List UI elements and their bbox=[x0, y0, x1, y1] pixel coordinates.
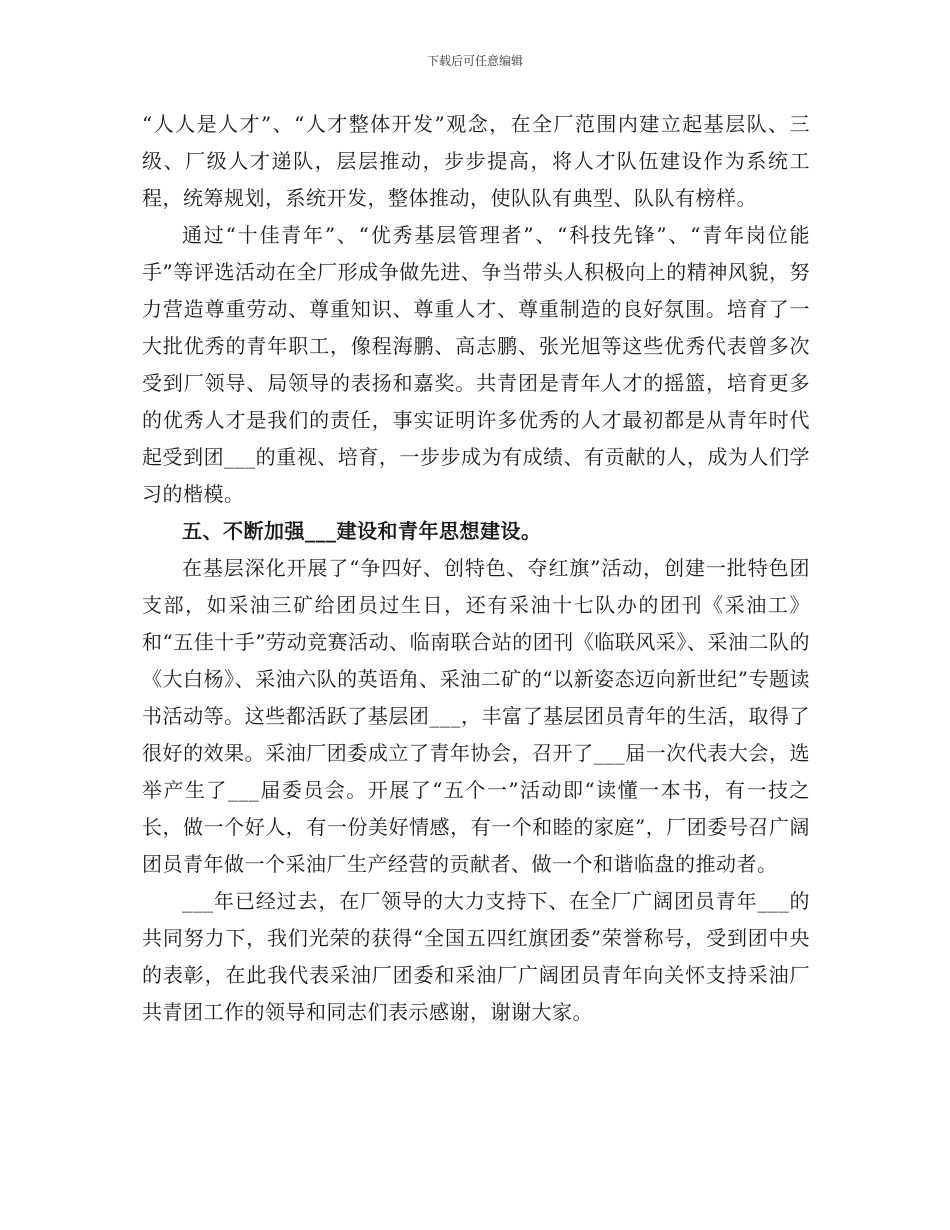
paragraph-grassroots-activities: 在基层深化开展了“争四好、创特色、夺红旗”活动，创建一批特色团支部，如采油三矿给团员过生日，还有采油十七队办的团刊《采油工》和“五佳十手”劳动竞赛活动、临南联合站的团刊《临联风采》、采油二队的《大白杨》、采油六队的英语角、采油二矿的“以新姿态迈向新世纪”专题读书活动等。这些都活跃了基层团___，丰富了基层团员青年的生活，取得了很好的效果。采油厂团委成立了青年协会，召开了___届一次代表大会，选举产生了___届委员会。开展了“五个一”活动即“读懂一本书，有一技之长，做一个好人，有一份美好情感，有一个和睦的家庭”，厂团委号召广阔团员青年做一个采油厂生产经营的贡献者、做一个和谐临盘的推动者。 bbox=[142, 556, 810, 876]
document-body bbox=[142, 106, 810, 1031]
page-header: 下载后可任意编辑 bbox=[426, 54, 523, 68]
section-heading-five: 五、不断加强___建设和青年思想建设。 bbox=[182, 519, 542, 543]
paragraph-talent-concept: “人人是人才”、“人才整体开发”观念，在全厂范围内建立起基层队、三级、厂级人才递队，层层推动，步步提高，将人才队伍建设作为系统工程，统筹规划，系统开发，整体推动，使队队有典型、队队有榜样。 bbox=[142, 112, 810, 210]
paragraph-selection-activities: 通过“十佳青年”、“优秀基层管理者”、“科技先锋”、“青年岗位能手”等评选活动在全厂形成争做先进、争当带头人积极向上的精神风貌，努力营造尊重劳动、尊重知识、尊重人才、尊重制造的良好氛围。培育了一大批优秀的青年职工，像程海鹏、高志鹏、张光旭等这些优秀代表曾多次受到厂领导、局领导的表扬和嘉奖。共青团是青年人才的摇篮，培育更多的优秀人才是我们的责任，事实证明许多优秀的人才最初都是从青年时代起受到团___的重视、培育，一步步成为有成绩、有贡献的人，成为人们学习的楷模。 bbox=[142, 223, 810, 506]
paragraph-closing-thanks: ___年已经过去，在厂领导的大力支持下、在全厂广阔团员青年___的共同努力下，我们光荣的获得“全国五四红旗团委”荣誉称号，受到团中央的表彰，在此我代表采油厂团委和采油厂广阔团员青年向关怀支持采油厂共青团工作的领导和同志们表示感谢，谢谢大家。 bbox=[142, 889, 810, 1024]
